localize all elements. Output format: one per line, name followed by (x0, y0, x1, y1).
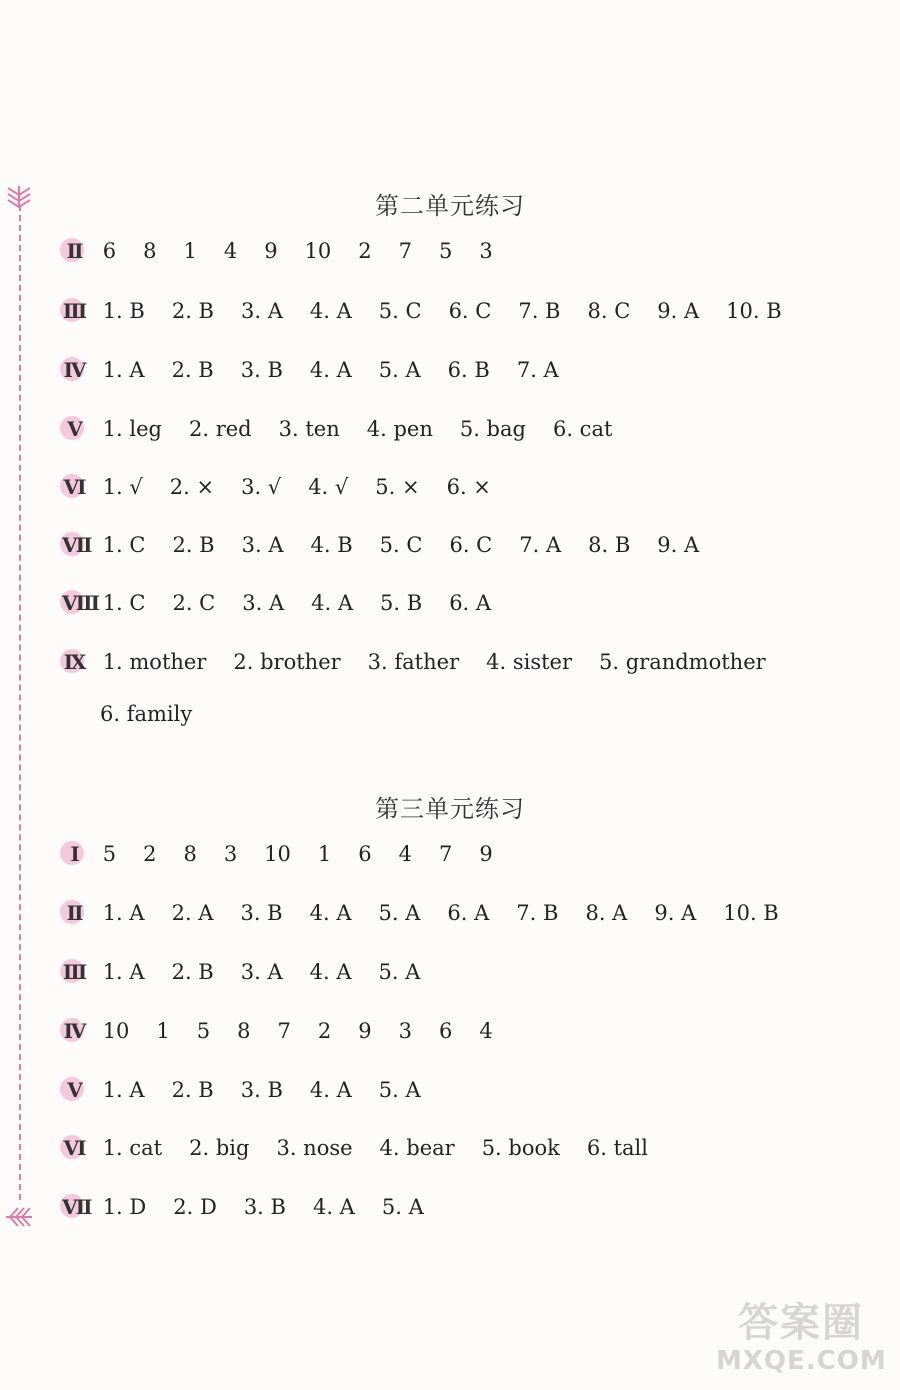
answer-item: 6. cat (552, 417, 613, 441)
answer-item: 5. A (378, 1078, 421, 1102)
answer-item: 4. A (309, 358, 352, 382)
answer-item: 4. pen (366, 417, 433, 441)
answer-item: 7. B (518, 299, 561, 323)
answer-item: 6. tall (586, 1136, 648, 1160)
answer-row (62, 957, 447, 987)
answer-item: 1. C (102, 533, 146, 557)
answer-item: 1. A (102, 358, 145, 382)
answer-item: 6 (102, 239, 117, 263)
section-badge: Ⅷ (62, 591, 100, 615)
section-badge: Ⅰ (62, 839, 88, 869)
unit-title: 第三单元练习 (375, 795, 525, 823)
answer-item: 2 (358, 239, 372, 263)
answer-item: 9 (358, 1019, 372, 1043)
answer-item: 1. A (102, 960, 145, 984)
answer-row (62, 1016, 520, 1046)
answer-item: 2. B (171, 299, 214, 323)
answer-row (62, 1192, 451, 1222)
section-badge: Ⅴ (62, 414, 88, 444)
answer-row (62, 647, 766, 677)
answer-item: 2. C (172, 591, 216, 615)
answer-item: 1. C (102, 591, 146, 615)
answer-item: 2. A (171, 901, 214, 925)
answer-item: 3. ten (278, 417, 340, 441)
answer-item: 8. B (588, 533, 631, 557)
answer-row (62, 898, 806, 928)
margin-arrow-bottom-icon (6, 1206, 32, 1228)
answer-item: 5. book (481, 1136, 560, 1160)
answer-item: 8. A (585, 901, 628, 925)
answer-item: 9. A (657, 533, 700, 557)
answer-item: 3 (223, 842, 238, 866)
answer-item: 2. B (171, 960, 214, 984)
answer-row (62, 530, 726, 560)
answer-item: 8 (143, 239, 157, 263)
answer-row (62, 414, 639, 444)
answer-item: 4. A (309, 901, 352, 925)
answer-item: 9 (264, 239, 278, 263)
answer-item: 1. cat (102, 1136, 163, 1160)
answer-item: 2. red (189, 417, 252, 441)
answer-item: 2. × (169, 475, 215, 499)
answer-item: 3. A (241, 299, 283, 323)
answer-item: 2. D (173, 1195, 217, 1219)
answer-item: 2. B (171, 1078, 214, 1102)
answer-item: 4. A (309, 1078, 352, 1102)
answer-item: 7 (398, 239, 413, 263)
answer-item: 5. A (378, 358, 421, 382)
answer-row (62, 296, 809, 326)
answer-item: 4. A (309, 960, 352, 984)
section-badge: Ⅲ (62, 296, 88, 326)
answer-item: 2. brother (233, 650, 341, 674)
answer-item: 5 (102, 842, 117, 866)
answer-item: 6 (358, 842, 372, 866)
answer-row (62, 472, 518, 502)
answer-item: 1. A (102, 901, 145, 925)
answer-item: 4 (223, 239, 238, 263)
answer-item: 4. B (310, 533, 353, 557)
answer-item: 3 (398, 1019, 413, 1043)
answer-item: 3. B (240, 1078, 283, 1102)
answer-item: 4 (479, 1019, 493, 1043)
answer-item: 1. D (102, 1195, 147, 1219)
answer-item: 1. mother (102, 650, 207, 674)
answer-item: 6. A (447, 901, 490, 925)
answer-row (62, 1133, 675, 1163)
answer-item: 3. father (367, 650, 460, 674)
answer-item: 10 (102, 1019, 130, 1043)
answer-item: 3. A (240, 960, 283, 984)
answer-item: 5. A (378, 960, 421, 984)
answer-item: 1 (183, 239, 197, 263)
answer-item: 4. A (311, 591, 354, 615)
answer-item: 3. A (242, 591, 285, 615)
watermark-title: 答案圈 (738, 1300, 864, 1346)
answer-item: 2 (143, 842, 157, 866)
answer-item: 5. C (378, 299, 422, 323)
answer-item: 9 (479, 842, 493, 866)
answer-row (62, 839, 520, 869)
answer-item: 5. C (379, 533, 423, 557)
margin-dashed-line (19, 205, 21, 1200)
section-badge: Ⅳ (62, 355, 88, 385)
answer-item: 5 (439, 239, 453, 263)
answer-item: 8 (183, 842, 197, 866)
answer-item: 7 (439, 842, 453, 866)
answer-item: 4 (398, 842, 413, 866)
answer-item: 2. B (172, 533, 215, 557)
unit-title: 第二单元练习 (375, 192, 525, 220)
answer-row (62, 355, 586, 385)
answer-item: 6 (439, 1019, 453, 1043)
answer-item: 1. A (102, 1078, 145, 1102)
answer-item: 4. A (309, 299, 352, 323)
answer-item: 4. bear (379, 1136, 455, 1160)
answer-item: 9. A (657, 299, 700, 323)
answer-item: 5. bag (459, 417, 526, 441)
answer-row-continuation: 6. family (100, 702, 193, 726)
answer-item: 1. leg (102, 417, 162, 441)
answer-item: 3. B (240, 901, 283, 925)
answer-item: 10. B (723, 901, 779, 925)
answer-item: 5. B (380, 591, 423, 615)
answer-item: 6. × (446, 475, 491, 499)
section-badge: Ⅳ (62, 1016, 88, 1046)
answer-item: 3. B (240, 358, 283, 382)
section-badge: Ⅶ (62, 533, 93, 557)
answer-item: 4. √ (308, 475, 349, 499)
answer-item: 10 (264, 842, 291, 866)
answer-item: 10 (304, 239, 332, 263)
answer-item: 8. C (587, 299, 631, 323)
answer-item: 7. A (516, 358, 559, 382)
answer-item: 4. sister (486, 650, 572, 674)
answer-item: 3. √ (241, 475, 282, 499)
answer-item: 7. B (516, 901, 559, 925)
answer-item: 3. A (241, 533, 284, 557)
answer-item: 6. C (449, 533, 493, 557)
answer-item: 6. C (448, 299, 492, 323)
answer-item: 9. A (654, 901, 697, 925)
answer-item: 6. A (449, 591, 492, 615)
answer-item: 2. B (171, 358, 214, 382)
section-badge: Ⅱ (62, 236, 88, 266)
section-badge: Ⅵ (62, 472, 88, 502)
answer-item: 5 (196, 1019, 211, 1043)
watermark-url: MXQE.COM (716, 1346, 887, 1376)
section-badge: Ⅲ (62, 957, 88, 987)
answer-item: 6. B (447, 358, 490, 382)
answer-item: 3. B (243, 1195, 286, 1219)
answer-item: 1. B (102, 299, 145, 323)
answer-item: 5. A (381, 1195, 424, 1219)
answer-item: 1. √ (102, 475, 143, 499)
answer-item: 7. A (519, 533, 562, 557)
section-badge: Ⅵ (62, 1133, 88, 1163)
answer-item: 3. nose (276, 1136, 353, 1160)
answer-item: 2. big (189, 1136, 250, 1160)
section-badge: Ⅴ (62, 1075, 88, 1105)
answer-item: 5. × (375, 475, 420, 499)
answer-item: 5. grandmother (599, 650, 766, 674)
section-badge: Ⅱ (62, 898, 88, 928)
answer-item: 8 (237, 1019, 251, 1043)
answer-item: 5. A (378, 901, 421, 925)
answer-row (62, 1075, 448, 1105)
answer-row (62, 236, 520, 266)
answer-item: 10. B (726, 299, 782, 323)
answer-item: 3 (479, 239, 493, 263)
section-badge: Ⅸ (62, 647, 88, 677)
answer-item: 1 (317, 842, 332, 866)
answer-item: 4. A (312, 1195, 355, 1219)
answer-item: 7 (277, 1019, 291, 1043)
answer-item: 1 (156, 1019, 170, 1043)
answer-item: 2 (317, 1019, 332, 1043)
section-badge: Ⅶ (62, 1195, 93, 1219)
answer-row (62, 588, 518, 618)
watermark (716, 1300, 886, 1380)
